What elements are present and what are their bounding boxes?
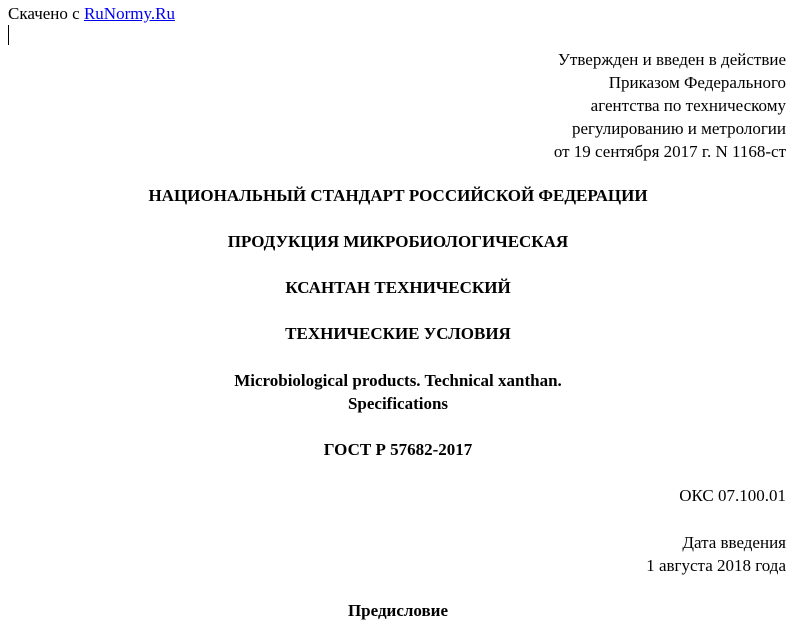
approval-line: регулированию и метрологии (571, 119, 786, 138)
approval-line: от 19 сентября 2017 г. N 1168-ст (553, 142, 786, 161)
preface-heading: Предисловие (347, 601, 449, 620)
runormy-link[interactable]: RuNormy.Ru (83, 4, 175, 23)
approval-block (386, 48, 786, 163)
approval-line: Приказом Федерального (608, 73, 786, 92)
intro-date-label: Дата введения (682, 533, 786, 552)
english-title-line1: Microbiological products. Technical xanthan. (234, 371, 562, 390)
product-heading: ПРОДУКЦИЯ МИКРОБИОЛОГИЧЕСКАЯ (227, 232, 569, 251)
approval-line: агентства по техническому (590, 96, 786, 115)
conditions-heading: ТЕХНИЧЕСКИЕ УСЛОВИЯ (285, 324, 511, 343)
english-title-line2: Specifications (347, 394, 449, 413)
approval-line: Утвержден и введен в действие (557, 50, 786, 69)
intro-date-value: 1 августа 2018 года (646, 556, 786, 575)
gost-number: ГОСТ Р 57682-2017 (323, 440, 473, 459)
download-source-line (8, 2, 175, 25)
downloaded-prefix: Скачено с (8, 4, 84, 23)
national-standard-heading: НАЦИОНАЛЬНЫЙ СТАНДАРТ РОССИЙСКОЙ ФЕДЕРАЦИИ (148, 186, 648, 205)
text-cursor (8, 25, 9, 45)
oks-code: ОКС 07.100.01 (679, 486, 786, 505)
name-heading: КСАНТАН ТЕХНИЧЕСКИЙ (285, 278, 511, 297)
